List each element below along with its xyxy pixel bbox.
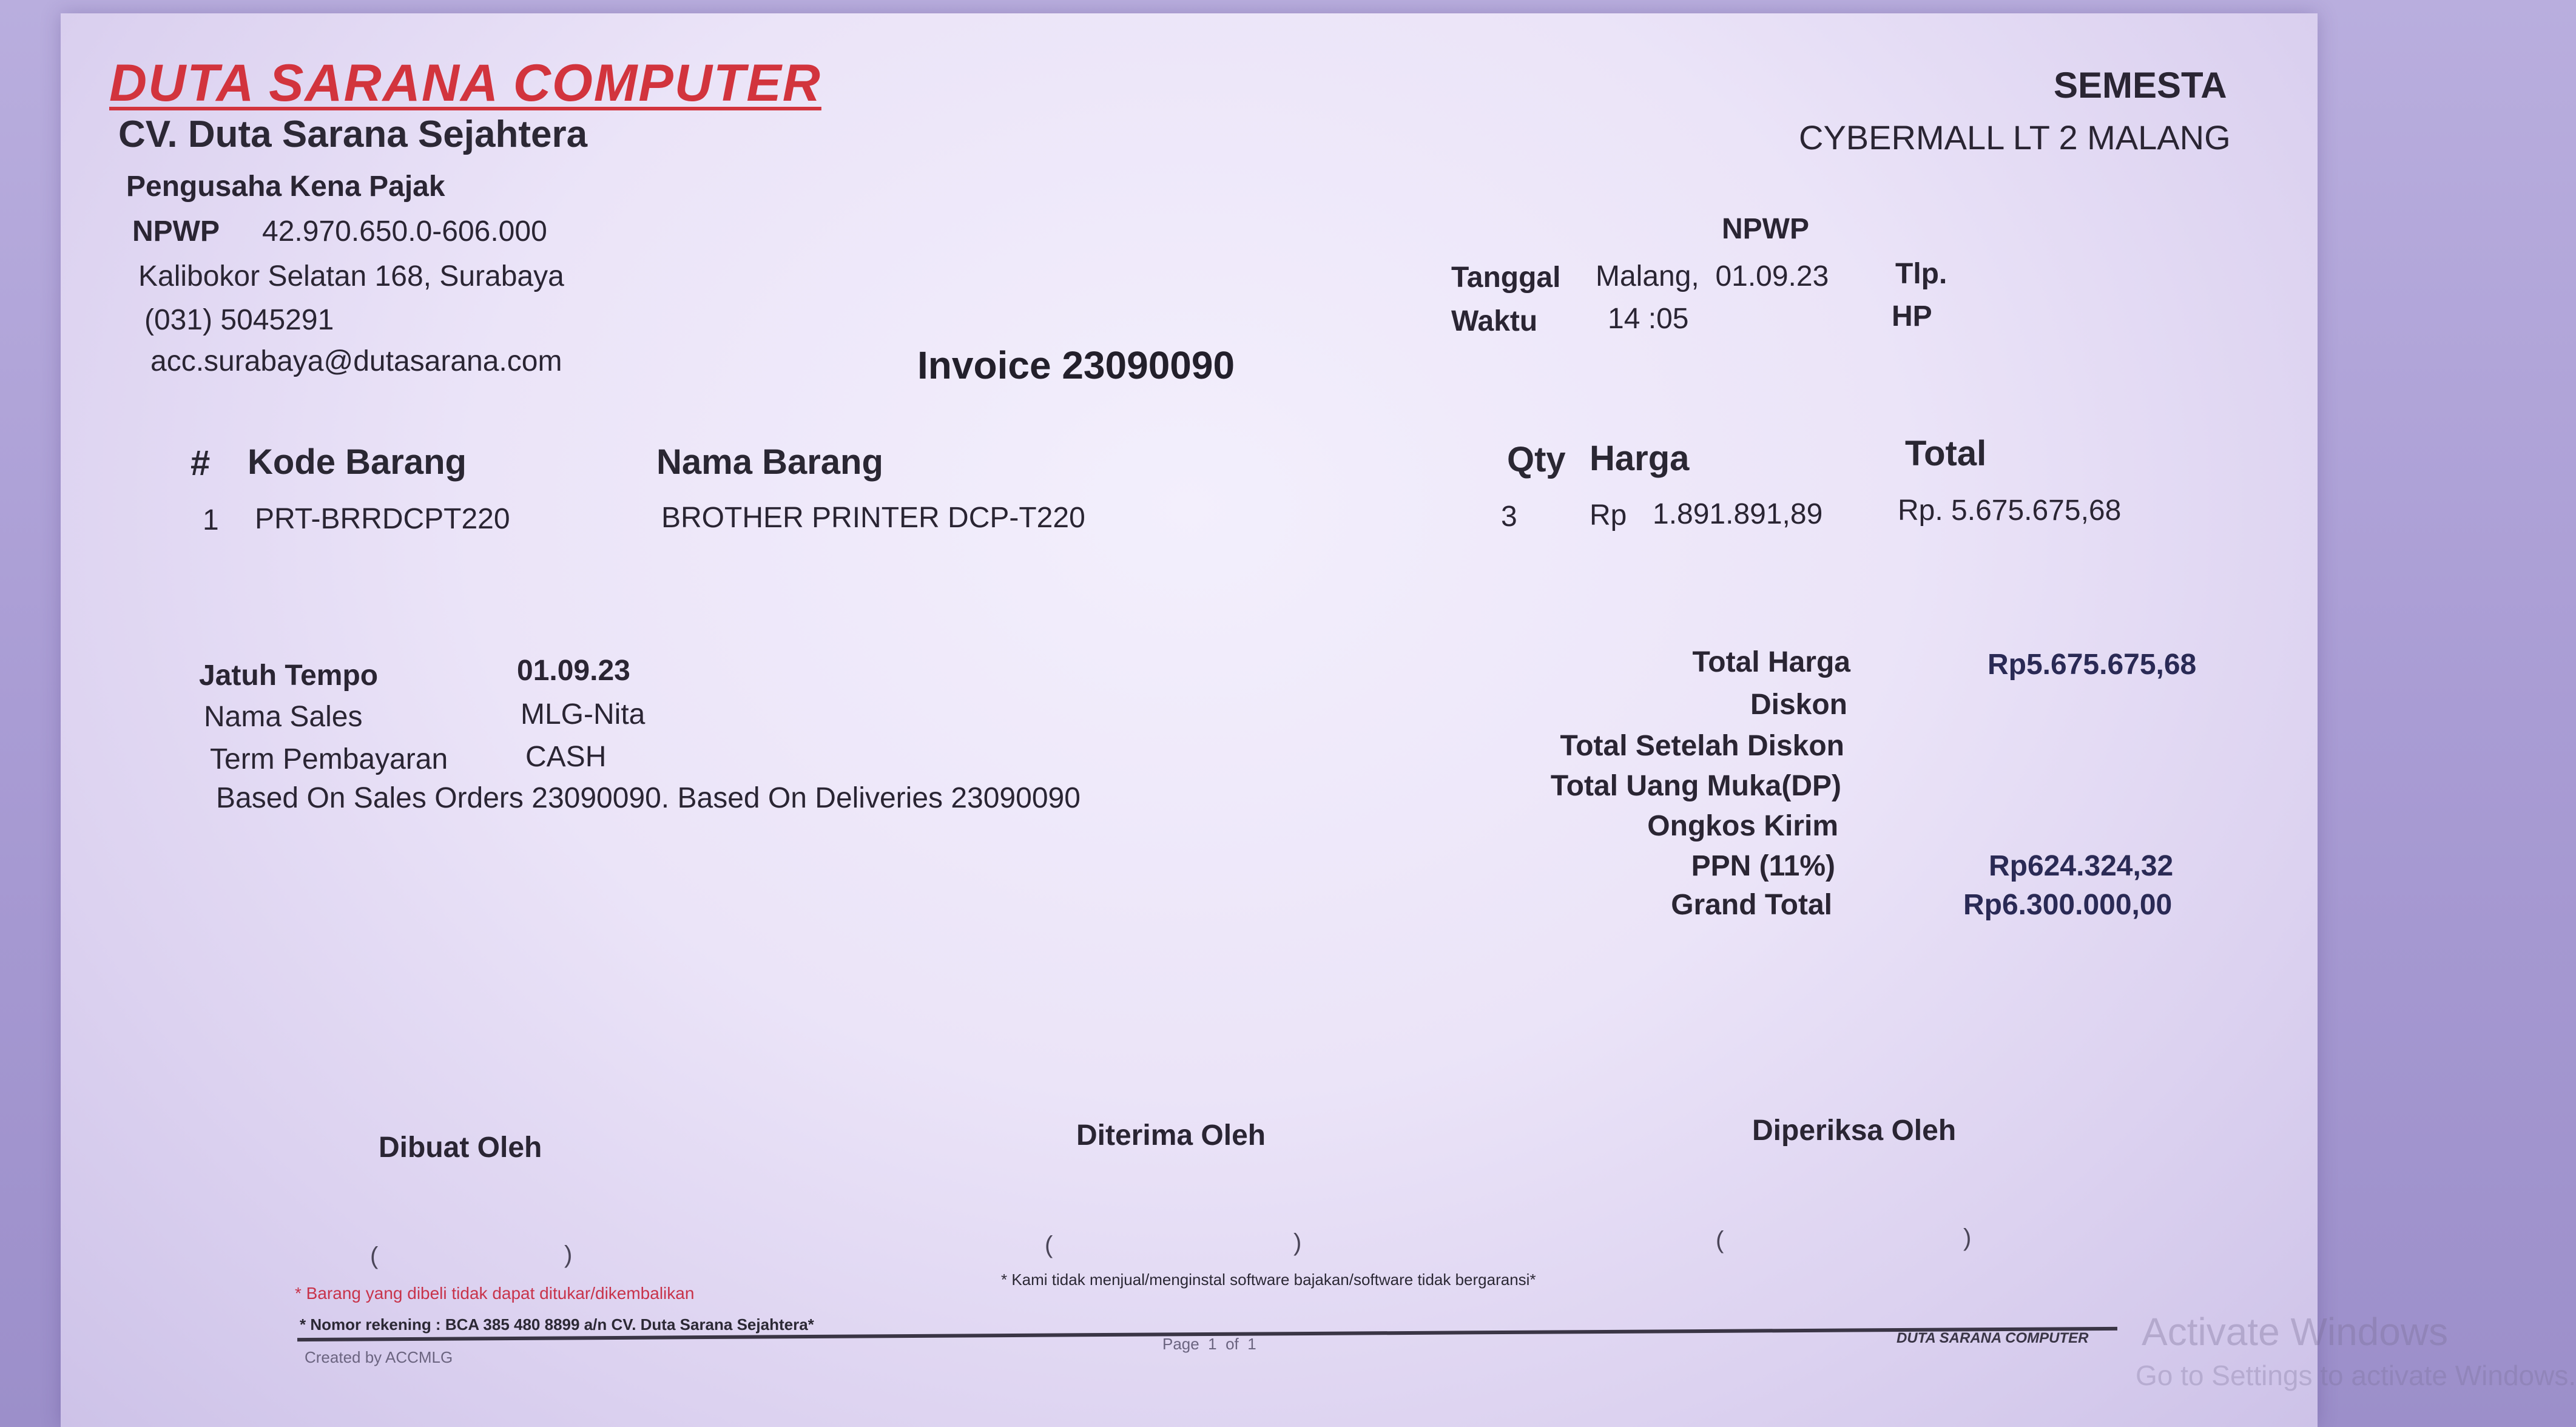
term-value: CASH bbox=[525, 741, 607, 773]
ppn-label: PPN (11%) bbox=[1691, 850, 1835, 882]
based-on-text: Based On Sales Orders 23090090. Based On Deliveries 23090090 bbox=[216, 782, 1081, 814]
row-nama: BROTHER PRINTER DCP-T220 bbox=[661, 502, 1085, 534]
total-harga-value: Rp5.675.675,68 bbox=[1988, 649, 2197, 681]
invoice-title: Invoice 23090090 bbox=[917, 343, 1235, 387]
customer-name: SEMESTA bbox=[2054, 65, 2227, 106]
term-label: Term Pembayaran bbox=[210, 743, 448, 775]
grand-total-value: Rp6.300.000,00 bbox=[1963, 889, 2173, 921]
jatuh-tempo-value: 01.09.23 bbox=[517, 655, 630, 687]
row-qty: 3 bbox=[1501, 501, 1517, 533]
hp-label: HP bbox=[1892, 300, 1932, 332]
sig-diterima-close-paren: ) bbox=[1293, 1229, 1302, 1256]
customer-npwp-label: NPWP bbox=[1722, 213, 1809, 245]
nama-sales-label: Nama Sales bbox=[204, 701, 363, 733]
footer-logo: DUTA SARANA COMPUTER bbox=[1897, 1330, 2089, 1346]
customer-address: CYBERMALL LT 2 MALANG bbox=[1799, 118, 2231, 157]
col-header-kode: Kode Barang bbox=[248, 442, 467, 482]
sig-dibuat-open-paren: ( bbox=[370, 1243, 379, 1269]
row-kode: PRT-BRRDCPT220 bbox=[255, 503, 510, 535]
col-header-no: # bbox=[191, 444, 211, 483]
diterima-oleh-label: Diterima Oleh bbox=[1076, 1119, 1266, 1152]
tanggal-value: Malang, 01.09.23 bbox=[1596, 260, 1829, 292]
bank-account-note: * Nomor rekening : BCA 385 480 8899 a/n CV. Duta Sarana Sejahtera* bbox=[300, 1315, 814, 1334]
col-header-total: Total bbox=[1905, 434, 1987, 473]
row-no: 1 bbox=[203, 504, 219, 536]
diperiksa-oleh-label: Diperiksa Oleh bbox=[1752, 1115, 1957, 1147]
diskon-label: Diskon bbox=[1750, 689, 1847, 721]
jatuh-tempo-label: Jatuh Tempo bbox=[199, 660, 379, 692]
col-header-harga: Harga bbox=[1590, 439, 1690, 478]
company-name: CV. Duta Sarana Sejahtera bbox=[118, 113, 588, 155]
ppn-value: Rp624.324,32 bbox=[1989, 850, 2174, 882]
waktu-label: Waktu bbox=[1451, 305, 1538, 337]
company-email: acc.surabaya@dutasarana.com bbox=[150, 345, 562, 377]
ongkos-kirim-label: Ongkos Kirim bbox=[1647, 810, 1838, 842]
dibuat-oleh-label: Dibuat Oleh bbox=[379, 1132, 542, 1164]
note-no-pirated-software: * Kami tidak menjual/menginstal software bajakan/software tidak bergaransi* bbox=[1001, 1270, 1536, 1289]
sig-diperiksa-close-paren: ) bbox=[1963, 1224, 1972, 1251]
taxpayer-status: Pengusaha Kena Pajak bbox=[126, 170, 445, 203]
npwp-label: NPWP bbox=[132, 215, 220, 248]
total-harga-label: Total Harga bbox=[1692, 646, 1850, 678]
sig-diterima-open-paren: ( bbox=[1045, 1232, 1053, 1258]
tlp-label: Tlp. bbox=[1895, 258, 1947, 290]
col-header-qty: Qty bbox=[1507, 440, 1566, 479]
total-setelah-diskon-label: Total Setelah Diskon bbox=[1560, 730, 1844, 762]
created-by: Created by ACCMLG bbox=[305, 1348, 453, 1366]
company-logo: DUTA SARANA COMPUTER bbox=[109, 54, 821, 112]
company-phone: (031) 5045291 bbox=[144, 304, 334, 336]
company-address: Kalibokor Selatan 168, Surabaya bbox=[138, 260, 564, 292]
activate-windows-subtext: Go to Settings to activate Windows. bbox=[2136, 1360, 2576, 1391]
sig-diperiksa-open-paren: ( bbox=[1716, 1227, 1724, 1253]
col-header-nama: Nama Barang bbox=[656, 442, 883, 482]
note-no-return: * Barang yang dibeli tidak dapat ditukar/dikembalikan bbox=[295, 1284, 695, 1303]
tanggal-label: Tanggal bbox=[1451, 261, 1561, 294]
row-total: Rp. 5.675.675,68 bbox=[1898, 494, 2122, 527]
activate-windows-watermark: Activate Windows bbox=[2142, 1310, 2449, 1354]
sig-dibuat-close-paren: ) bbox=[564, 1241, 573, 1268]
grand-total-label: Grand Total bbox=[1671, 889, 1832, 921]
row-harga-currency: Rp bbox=[1590, 499, 1627, 531]
nama-sales-value: MLG-Nita bbox=[521, 698, 646, 730]
page-indicator: Page 1 of 1 bbox=[1162, 1335, 1256, 1353]
total-uang-muka-label: Total Uang Muka(DP) bbox=[1550, 770, 1841, 802]
row-harga: 1.891.891,89 bbox=[1653, 498, 1823, 530]
npwp-value: 42.970.650.0-606.000 bbox=[262, 215, 547, 248]
waktu-value: 14 :05 bbox=[1608, 303, 1689, 335]
